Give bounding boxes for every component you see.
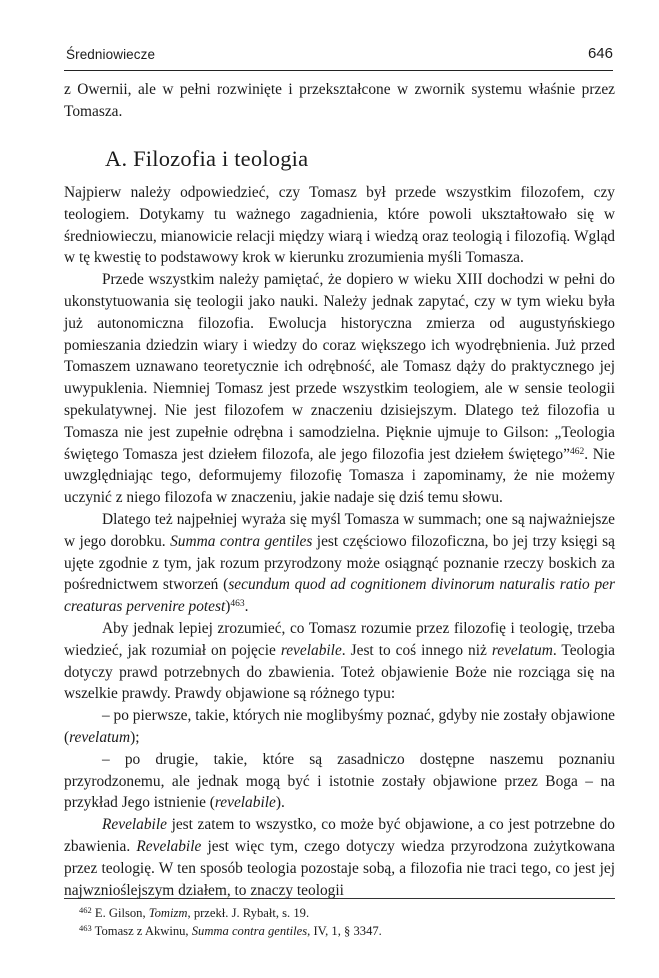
paragraph-7-text-a: jest zatem to wszystko, co może być objawione, a co jest potrzebne do zbawienia. <box>64 816 615 855</box>
footnote-text-pre: Tomasz z Akwinu, <box>91 924 192 938</box>
paragraph-1: Najpierw należy odpowiedzieć, czy Tomasz był przede wszystkim filozofem, czy teologiem. Dotykamy tu ważnego zagadnienia, które powoli ukształtowało się w średniowieczu, mianowicie relacji między wiarą i wiedzą oraz teologią i filozofią. Wgląd w tę kwestię to podstawowy krok w kierunku zrozumienia myśli Tomasza. <box>64 184 615 267</box>
footnote-work-title: Summa contra gentiles <box>191 924 308 938</box>
paragraph-2-text-b: . Nie uwzględniając tego, deformujemy filozofię Tomasza i zapominamy, że nie możemy uczynić z niego filozofa w znaczeniu, jakie nadaje się dziś temu słowu. <box>64 445 615 507</box>
term-revelabile-4: Revelabile <box>136 837 202 855</box>
footnote-number: 463 <box>79 923 92 933</box>
paragraph-7 <box>64 814 615 901</box>
footnotes <box>79 904 615 940</box>
footnote-462 <box>79 904 615 922</box>
footnote-text-post: , IV, 1, § 3347. <box>307 924 382 938</box>
paragraph-4-text-c: . Teologia dotyczy prawd potrzebnych do zbawienia. Toteż objawienie Boże nie rozciąga się na wszelkie prawdy. Prawdy objawione są różnego typu: <box>64 641 615 703</box>
list-item-first-text-b: ); <box>130 728 140 746</box>
footnote-ref-462: 462 <box>569 446 585 457</box>
section-heading: A. Filozofia i teologia <box>105 146 309 171</box>
list-item-second <box>64 749 615 814</box>
page-number: 646 <box>587 45 613 62</box>
paragraph-4-text-a: Aby jednak lepiej zrozumieć, co Tomasz rozumie przez filozofię i teologię, trzeba wiedzieć, jak rozumiał on pojęcie <box>64 619 615 659</box>
intro-paragraph <box>64 79 615 123</box>
list-item-second-text-a: – po drugie, takie, które są zasadniczo dostępne naszemu poznaniu przyrodzonemu, ale jednak mogą być i istotnie zostały objawione przez Boga – na przykład Jego istnienie ( <box>64 750 615 812</box>
paragraph-3-text-a: Dlatego też najpełniej wyraża się myśl Tomasza w summach; one są najważniejsze w jego dorobku. <box>64 510 615 550</box>
paragraph-7-text-b: jest więc tym, czego dotyczy wiedza przyrodzona zużytkowana przez teologię. W ten sposób teologia pozostaje sobą, a filozofia nie traci tego, co jest jej najwznioślejszym działem, to znaczy teologii <box>64 837 615 899</box>
footnote-463 <box>79 922 615 940</box>
term-revelabile-2: revelabile <box>214 794 276 812</box>
intro-text: z Owernii, ale w pełni rozwinięte i przekształcone w zwornik systemu właśnie przez Tomasza. <box>64 81 615 120</box>
footnote-text-pre: E. Gilson, <box>91 906 149 920</box>
paragraph-3-text-d: . <box>244 598 249 616</box>
paragraph-4 <box>64 618 615 705</box>
list-item-first <box>64 705 615 749</box>
main-text <box>64 182 615 901</box>
footnote-divider <box>64 898 615 899</box>
term-revelatum-2: revelatum <box>69 728 131 746</box>
paragraph-3-text-c: ) <box>225 598 231 616</box>
term-revelatum: revelatum <box>491 641 553 659</box>
paragraph-2 <box>64 269 615 509</box>
running-header <box>64 40 613 71</box>
term-revelabile-3: Revelabile <box>102 816 167 834</box>
list-item-second-text-b: ). <box>275 794 285 812</box>
list-item-first-text-a: – po pierwsze, takie, których nie moglibyśmy poznać, gdyby nie zostały objawione ( <box>64 707 615 746</box>
paragraph-3 <box>64 509 615 618</box>
paragraph-2-text-a: Przede wszystkim należy pamiętać, że dopiero w wieku XIII dochodzi w pełni do ukonstytuowania się teologii jako nauki. Należy jednak zapytać, czy w tym wieku była już autonomiczna filozofia. Ewolucja historyczna zmierza od augustyńskiego pomieszania dziedzin wiary i wiedzy do coraz większego ich wyodrębnienia. Już przed Tomaszem uznawano teoretycznie ich odrębność, ale Tomasz dąży do praktycznego jej uwypuklenia. Niemniej Tomasz jest przede wszystkim teologiem, ale w sensie teologii spekulatywnej. Nie jest filozofem w znaczeniu dzisiejszym. Dlatego też filozofia u Tomasza nie jest zupełnie odrębna i samodzielna. Pięknie ujmuje to Gilson: „Teologia świętego Tomasza jest dziełem filozofa, ale jego filozofia jest dziełem świętego” <box>64 271 615 463</box>
term-revelabile: revelabile <box>280 641 342 659</box>
paragraph-3-text-b: jest częściowo filozoficzna, bo jej trzy księgi są ujęte zgodnie z tym, jak rozum przyrodzony może osiągnąć poznanie rzeczy boskich za pośrednictwem stworzeń ( <box>64 532 615 594</box>
work-title-summa: Summa contra gentiles <box>170 532 313 550</box>
paragraph-4-text-b: . Jest to coś innego niż <box>341 641 492 659</box>
latin-quote: secundum quod ad cognitionem divinorum naturalis ratio per creaturas pervenire potest <box>64 576 615 616</box>
footnote-ref-463: 463 <box>230 599 245 610</box>
footnote-number: 462 <box>79 905 92 915</box>
running-title: Średniowiecze <box>66 47 156 62</box>
footnote-text-post: , przekł. J. Rybałt, s. 19. <box>187 906 310 920</box>
footnote-work-title: Tomizm <box>148 906 188 920</box>
